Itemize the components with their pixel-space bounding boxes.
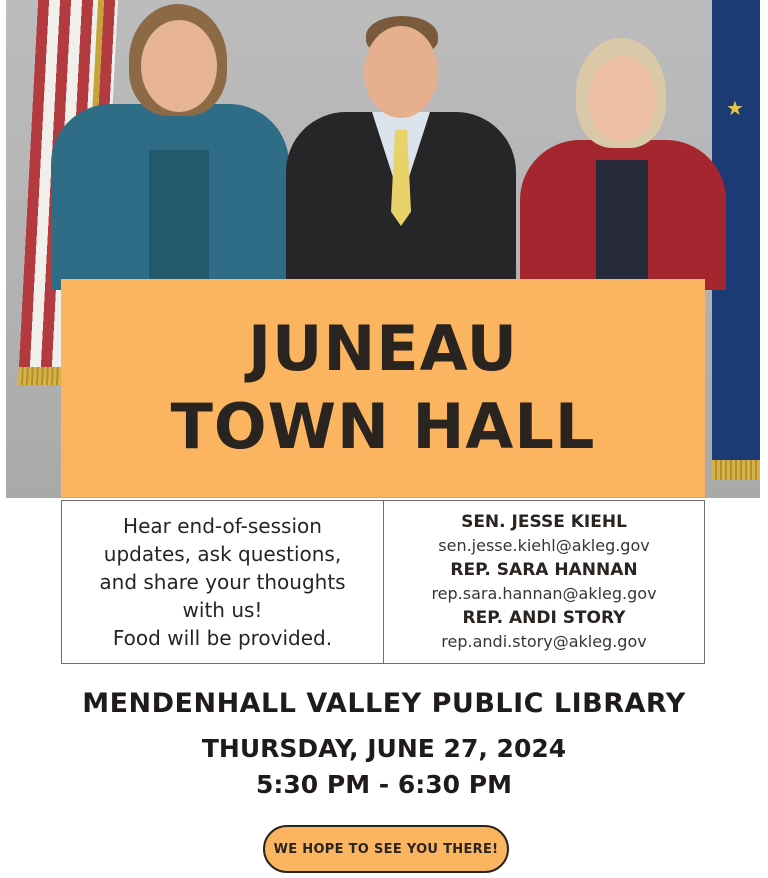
person-center (286, 0, 516, 290)
contact-name: SEN. JESSE KIEHL (461, 512, 627, 532)
title-line-2: TOWN HALL (170, 390, 596, 463)
description-line: and share your thoughts (99, 570, 346, 594)
title-banner (61, 279, 705, 497)
contacts-panel (384, 501, 704, 663)
title-line-1: JUNEAU (247, 312, 519, 385)
contact-email[interactable]: sen.jesse.kiehl@akleg.gov (438, 536, 650, 555)
description-line: updates, ask questions, (103, 542, 342, 566)
description-line: Hear end-of-session (123, 514, 322, 538)
contact-name: REP. SARA HANNAN (450, 560, 638, 580)
description-panel (62, 501, 384, 663)
event-time: 5:30 PM - 6:30 PM (256, 770, 512, 799)
description-line: with us! (182, 598, 263, 622)
star-icon: ★ (726, 96, 744, 120)
event-date: THURSDAY, JUNE 27, 2024 (201, 734, 567, 763)
event-venue: MENDENHALL VALLEY PUBLIC LIBRARY (82, 688, 686, 719)
person-left (51, 0, 291, 290)
info-box (61, 500, 705, 664)
description-line: Food will be provided. (112, 626, 333, 650)
see-you-there-badge: WE HOPE TO SEE YOU THERE! (263, 825, 509, 873)
contact-email[interactable]: rep.sara.hannan@akleg.gov (431, 584, 657, 603)
contact-email[interactable]: rep.andi.story@akleg.gov (441, 632, 647, 651)
contact-name: REP. ANDI STORY (462, 608, 626, 628)
person-right (520, 0, 726, 290)
